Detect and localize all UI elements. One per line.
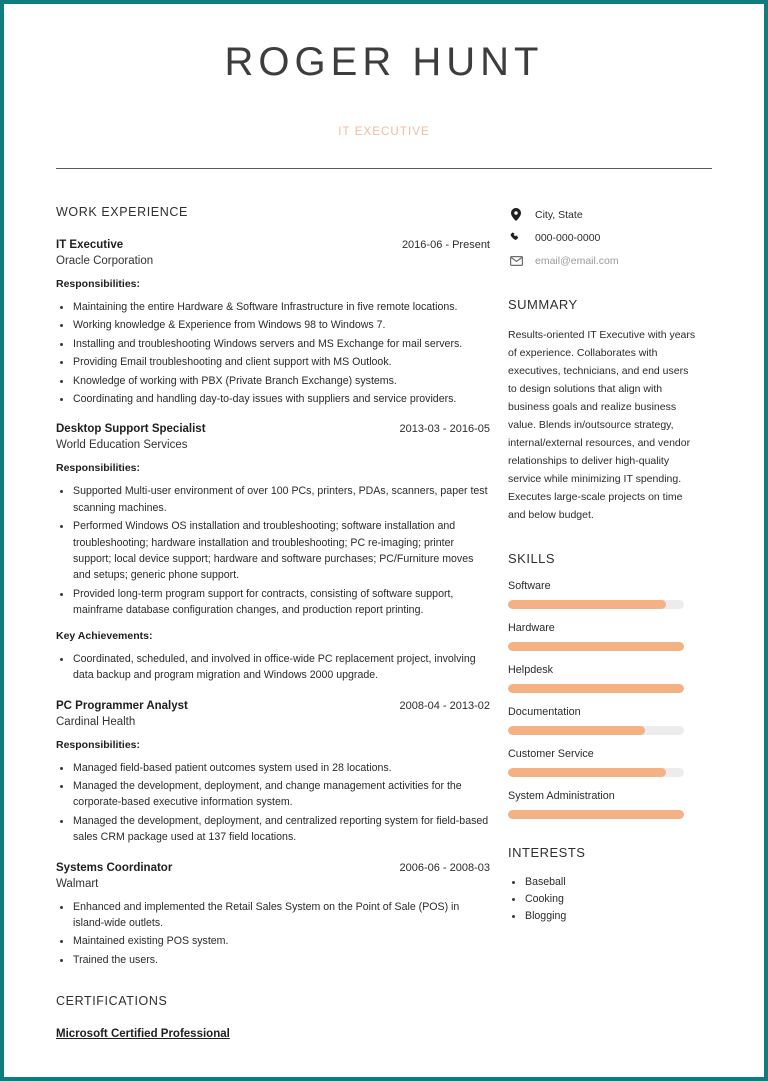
skill-item	[508, 790, 698, 819]
list-item: Enhanced and implemented the Retail Sales System on the Point of Sale (POS) in island-wide outlets.	[56, 899, 490, 932]
list-item: Providing Email troubleshooting and client support with MS Outlook.	[56, 354, 490, 370]
job-dates: 2016-06 - Present	[401, 239, 490, 251]
skill-progress-fill	[508, 600, 666, 609]
section-title-work-experience: WORK EXPERIENCE	[56, 205, 188, 219]
job-dates: 2013-03 - 2016-05	[399, 423, 490, 436]
list-item: Coordinating and handling day-to-day issues with suppliers and service providers.	[56, 391, 490, 407]
contact-email-text: email@email.com	[535, 255, 619, 267]
skill-progress-track	[508, 642, 684, 651]
skill-item	[508, 664, 698, 693]
list-item: Working knowledge & Experience from Windows 98 to Windows 7.	[56, 317, 490, 333]
job-company: Oracle Corporation	[56, 255, 154, 267]
interests-list	[508, 874, 698, 925]
responsibilities-list	[56, 299, 490, 407]
list-item: Performed Windows OS installation and troubleshooting; software installation and troubleshooting; hardware installation and troubleshooting; PC re-imaging; printer support; local device support; hardware and software purchases; PC/Furniture moves and setups; generic phone support.	[56, 518, 490, 584]
candidate-job-title: IT EXECUTIVE	[338, 126, 430, 138]
contact-email	[508, 255, 698, 267]
list-item: Knowledge of working with PBX (Private Branch Exchange) systems.	[56, 373, 490, 389]
responsibilities-label: Responsibilities:	[56, 738, 141, 751]
contact-location	[508, 208, 698, 221]
list-item: Maintained existing POS system.	[56, 933, 490, 949]
job-header	[56, 862, 490, 874]
skill-progress-fill	[508, 810, 684, 819]
list-item: Maintaining the entire Hardware & Software Infrastructure in five remote locations.	[56, 299, 490, 315]
job-entry	[56, 423, 490, 683]
responsibilities-label: Responsibilities:	[56, 462, 141, 475]
job-header	[56, 239, 490, 251]
responsibilities-label: Responsibilities:	[56, 278, 141, 290]
skills-section	[508, 551, 698, 819]
skill-progress-fill	[508, 726, 645, 735]
list-item: Blogging	[508, 908, 698, 925]
skill-item	[508, 748, 698, 777]
list-item: Supported Multi-user environment of over 100 PCs, printers, PDAs, scanners, paper test scanning machines.	[56, 483, 490, 516]
job-company: World Education Services	[56, 439, 188, 452]
certification-name: Microsoft Certified Professional	[56, 1028, 230, 1041]
skill-progress-track	[508, 726, 684, 735]
job-header	[56, 423, 490, 435]
list-item: Managed field-based patient outcomes system used in 28 locations.	[56, 760, 490, 776]
skill-label: Helpdesk	[508, 663, 554, 676]
summary-text: Results-oriented IT Executive with years of experience. Collaborates with executives, technicians, and end users to design solutions that align with business goals and realize business value. Blends in/outsource strategy, internal/external resources, and vendor relationships to deliver high-quality service while minimizing IT spending. Executes large-scale projects on time and below budget.	[508, 329, 696, 522]
skill-label: Hardware	[508, 621, 555, 634]
skill-progress-track	[508, 810, 684, 819]
skill-item	[508, 706, 698, 735]
job-role: Desktop Support Specialist	[56, 423, 206, 436]
list-item: Installing and troubleshooting Windows servers and MS Exchange for mail servers.	[56, 336, 490, 352]
section-title-interests: INTERESTS	[508, 844, 586, 860]
contact-block	[508, 208, 698, 267]
job-role: IT Executive	[56, 239, 124, 251]
location-pin-icon	[508, 208, 524, 221]
job-entry	[56, 862, 490, 969]
job-entry	[56, 239, 490, 407]
list-item: Cooking	[508, 891, 698, 908]
section-title-certifications: CERTIFICATIONS	[56, 994, 168, 1009]
skill-progress-track	[508, 600, 684, 609]
job-role: Systems Coordinator	[56, 861, 173, 874]
skill-progress-fill	[508, 642, 684, 651]
section-title-skills: SKILLS	[508, 550, 556, 566]
job-company: Cardinal Health	[56, 715, 136, 728]
skill-progress-track	[508, 684, 684, 693]
skill-progress-fill	[508, 768, 666, 777]
interests-section	[508, 845, 698, 925]
key-achievements-label: Key Achievements:	[56, 629, 153, 642]
skill-label: Documentation	[508, 705, 581, 718]
certifications-section	[56, 994, 490, 1040]
list-item: Provided long-term program support for contracts, consisting of software support, mainframe database configuration changes, and production report printing.	[56, 586, 490, 619]
key-achievements-list	[56, 651, 490, 684]
skill-item	[508, 580, 698, 609]
skill-label: Customer Service	[508, 747, 594, 760]
job-role: PC Programmer Analyst	[56, 699, 188, 712]
main-column	[56, 205, 508, 1040]
job-dates: 2008-04 - 2013-02	[399, 699, 490, 712]
skill-label: System Administration	[508, 789, 615, 802]
job-company: Walmart	[56, 877, 99, 890]
summary-section	[508, 297, 698, 525]
phone-icon	[508, 232, 524, 244]
list-item: Managed the development, deployment, and centralized reporting system for field-based sales CRM package used at 137 field locations.	[56, 813, 490, 846]
envelope-icon	[508, 256, 524, 266]
candidate-name: ROGER HUNT	[224, 40, 544, 84]
header-divider	[56, 168, 712, 169]
contact-phone-text: 000-000-0000	[535, 232, 601, 244]
responsibilities-list	[56, 483, 490, 618]
contact-phone	[508, 232, 698, 244]
resume-body	[8, 205, 760, 1040]
skill-progress-track	[508, 768, 684, 777]
responsibilities-list	[56, 760, 490, 846]
list-item: Trained the users.	[56, 952, 490, 968]
skill-label: Software	[508, 579, 551, 592]
resume-sheet	[8, 4, 760, 1077]
contact-location-text: City, State	[535, 208, 583, 221]
job-dates: 2006-06 - 2008-03	[399, 861, 490, 874]
sidebar-column	[508, 205, 698, 951]
resume-header	[8, 4, 760, 138]
job-entry	[56, 700, 490, 846]
section-title-summary: SUMMARY	[508, 297, 578, 312]
skill-progress-fill	[508, 684, 684, 693]
list-item: Managed the development, deployment, and change management activities for the corporate-based executive information system.	[56, 778, 490, 811]
job-header	[56, 700, 490, 712]
list-item: Baseball	[508, 874, 698, 891]
responsibilities-list	[56, 899, 490, 969]
list-item: Coordinated, scheduled, and involved in office-wide PC replacement project, involving data backup and program migration and Windows 2000 upgrade.	[56, 651, 490, 684]
skill-item	[508, 622, 698, 651]
